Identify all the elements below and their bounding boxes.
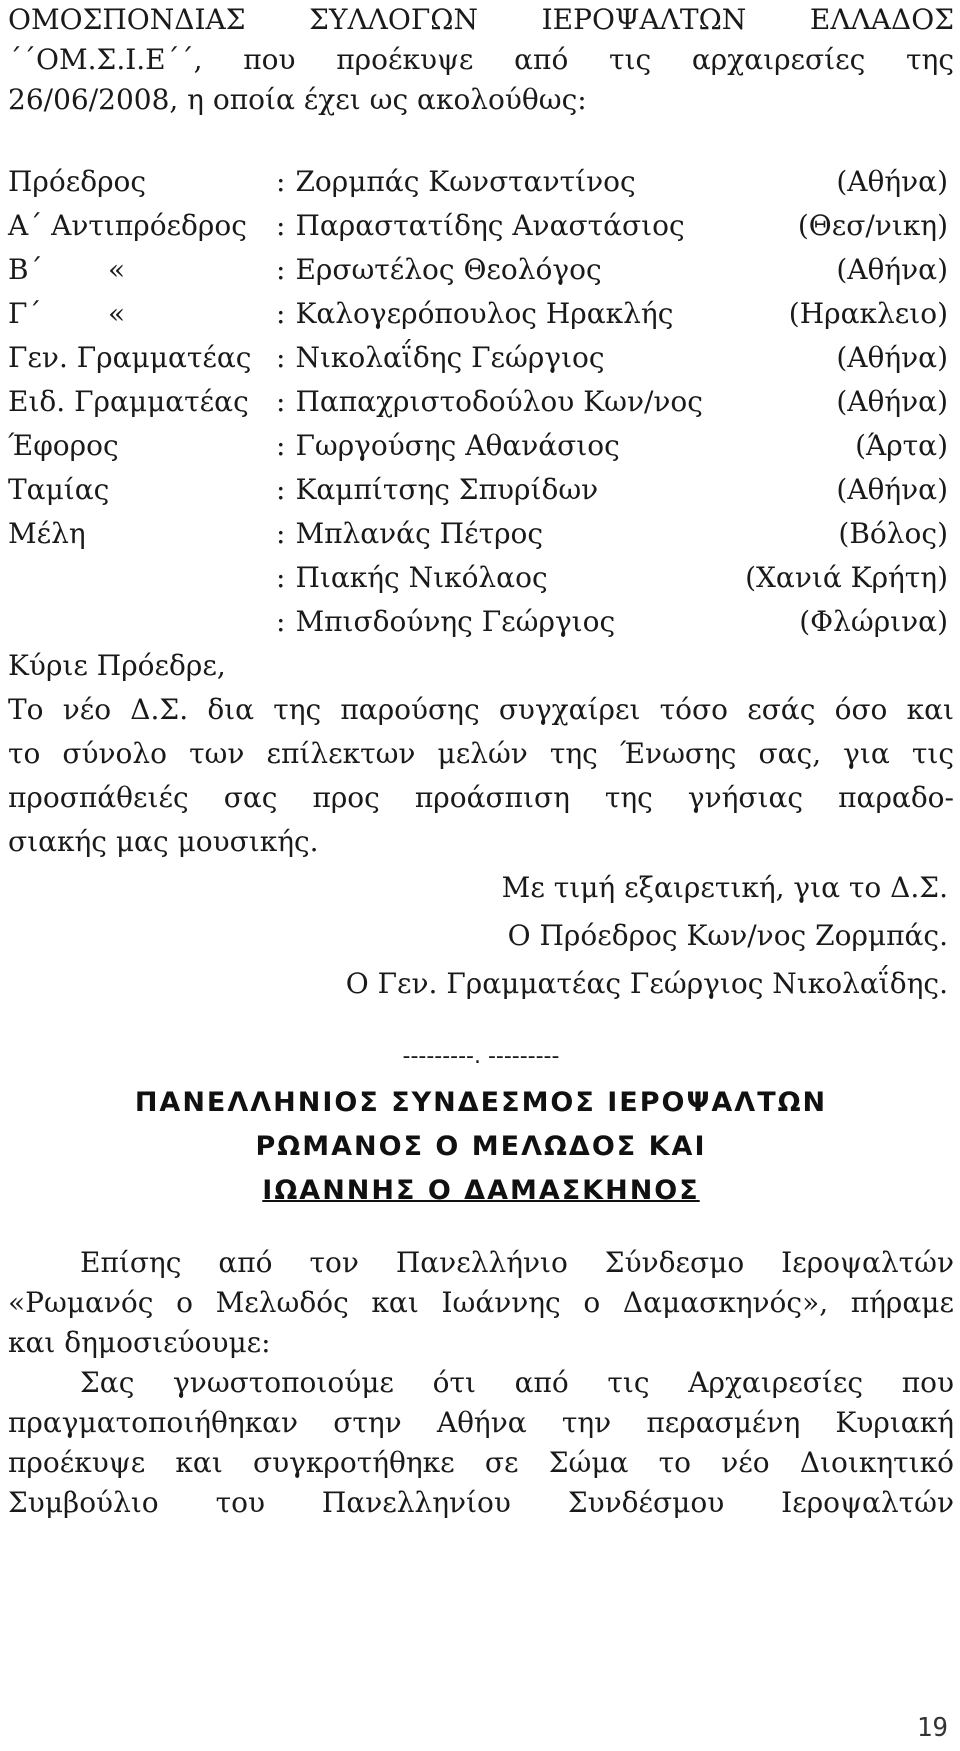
- board-separator: :: [276, 253, 286, 286]
- letter-line-1: Το νέο Δ.Σ. δια της παρούσης συγχαίρει τόσο εσάς όσο και: [8, 693, 954, 726]
- second-p2-line-2: πραγματοποιήθηκαν στην Αθήνα την περασμένη Κυριακή: [8, 1406, 954, 1439]
- board-separator: :: [276, 605, 286, 638]
- board-role-label: Γ΄: [8, 297, 42, 330]
- board-member-city: (Αθήνα): [836, 253, 948, 286]
- salutation: Κύριε Πρόεδρε,: [8, 649, 226, 682]
- heading-line-2: ΡΩΜΑΝΟΣ Ο ΜΕΛΩΔΟΣ ΚΑΙ: [255, 1131, 707, 1162]
- board-member-name: Ερσωτέλος Θεολόγος: [295, 253, 602, 286]
- heading-line-3: ΙΩΑΝΝΗΣ Ο ΔΑΜΑΣΚΗΝΟΣ: [262, 1175, 700, 1206]
- board-row: [8, 556, 954, 600]
- board-member-city: (Βόλος): [838, 517, 948, 550]
- board-row: [8, 292, 954, 336]
- spacer: [8, 1213, 954, 1243]
- second-p2-line-3: προέκυψε και συγκροτήθηκε σε Σώμα το νέο Διοικητικό: [8, 1446, 954, 1479]
- board-member-city: (Χανιά Κρήτη): [745, 561, 948, 594]
- board-member-name: Μπισδούνης Γεώργιος: [295, 605, 616, 638]
- board-member-name: Γωργούσης Αθανάσιος: [295, 429, 620, 462]
- board-separator: :: [276, 209, 286, 242]
- board-member-city: (Αθήνα): [836, 165, 948, 198]
- board-role: Α΄ Αντιπρόεδρος: [8, 209, 247, 242]
- board-role: Ταμίας: [8, 473, 110, 506]
- letter-line-3: προσπάθειές σας προς προάσπιση της γνήσιας παραδο-: [8, 781, 954, 814]
- board-separator: :: [276, 341, 286, 374]
- board-separator: :: [276, 561, 286, 594]
- board-row: [8, 336, 954, 380]
- signature-president: Ο Πρόεδρος Κων/νος Ζορμπάς.: [507, 919, 948, 952]
- board-member-city: (Θεσ/νικη): [797, 209, 948, 242]
- letter-line-2: το σύνολο των επίλεκτων μελών της Ένωσης σας, για τις: [8, 737, 954, 770]
- board-role: Γεν. Γραμματέας: [8, 341, 252, 374]
- second-p1-line-3: και δημοσιεύουμε:: [8, 1326, 271, 1359]
- board-separator: :: [276, 517, 286, 550]
- board-role-label: Β΄: [8, 253, 43, 286]
- board-row: [8, 512, 954, 556]
- board-role: [8, 292, 276, 336]
- board-row: [8, 380, 954, 424]
- second-p1-line-1: Επίσης από τον Πανελλήνιο Σύνδεσμο Ιεροψαλτών: [80, 1246, 954, 1279]
- board-member-name: Καμπίτσης Σπυρίδων: [295, 473, 599, 506]
- intro-line-3: 26/06/2008, η οποία έχει ως ακολούθως:: [8, 83, 587, 116]
- second-p1-line-2: «Ρωμανός ο Μελωδός και Ιωάννης ο Δαμασκηνός», πήραμε: [8, 1286, 954, 1319]
- board-role: Μέλη: [8, 517, 86, 550]
- intro-line-2: ΄΄ΟΜ.Σ.Ι.Ε΄΄, που προέκυψε από τις αρχαιρεσίες της: [8, 43, 954, 76]
- ditto-mark: «: [108, 297, 126, 330]
- board-member-name: Ζορμπάς Κωνσταντίνος: [295, 165, 636, 198]
- board-role: Ειδ. Γραμματέας: [8, 385, 249, 418]
- board-member-city: (Αθήνα): [836, 473, 948, 506]
- board-row: [8, 248, 954, 292]
- board-row: [8, 204, 954, 248]
- board-member-name: Νικολαΐδης Γεώργιος: [295, 341, 605, 374]
- board-member-name: Πιακής Νικόλαος: [295, 561, 548, 594]
- letter-line-4: σιακής μας μουσικής.: [8, 825, 319, 858]
- board-role: [8, 248, 276, 292]
- board-member-city: (Αθήνα): [836, 385, 948, 418]
- ditto-mark: «: [108, 253, 126, 286]
- intro-line-1: ΟΜΟΣΠΟΝΔΙΑΣ ΣΥΛΛΟΓΩΝ ΙΕΡΟΨΑΛΤΩΝ ΕΛΛΑΔΟΣ: [8, 3, 954, 36]
- board-separator: :: [276, 165, 286, 198]
- board-list: [8, 160, 954, 644]
- board-member-city: (Άρτα): [855, 429, 948, 462]
- board-separator: :: [276, 385, 286, 418]
- second-p2-line-4: Συμβούλιο του Πανελληνίου Συνδέσμου Ιεροψαλτών: [8, 1486, 954, 1519]
- board-separator: :: [276, 473, 286, 506]
- board-separator: :: [276, 297, 286, 330]
- second-p2-line-1: Σας γνωστοποιούμε ότι από τις Αρχαιρεσίες που: [80, 1366, 954, 1399]
- board-separator: :: [276, 429, 286, 462]
- board-row: [8, 424, 954, 468]
- page-number: 19: [916, 1713, 948, 1743]
- board-member-city: (Ηρακλειο): [788, 297, 948, 330]
- document-page: [8, 0, 954, 1751]
- board-row: [8, 160, 954, 204]
- board-member-name: Παραστατίδης Αναστάσιος: [295, 209, 685, 242]
- signature-secretary: Ο Γεν. Γραμματέας Γεώργιος Νικολαΐδης.: [345, 967, 948, 1000]
- board-row: [8, 468, 954, 512]
- letter-closing: Με τιμή εξαιρετική, για το Δ.Σ.: [501, 871, 948, 904]
- board-row: [8, 600, 954, 644]
- board-role: Έφορος: [8, 429, 119, 462]
- heading-line-1: ΠΑΝΕΛΛΗΝΙΟΣ ΣΥΝΔΕΣΜΟΣ ΙΕΡΟΨΑΛΤΩΝ: [134, 1087, 828, 1118]
- board-member-name: Καλογερόπουλος Ηρακλής: [295, 297, 674, 330]
- section-separator: ---------. ---------: [402, 1044, 560, 1069]
- board-member-city: (Φλώρινα): [799, 605, 948, 638]
- spacer: [8, 120, 954, 160]
- board-member-city: (Αθήνα): [836, 341, 948, 374]
- board-member-name: Παπαχριστοδούλου Κων/νος: [295, 385, 703, 418]
- board-role: Πρόεδρος: [8, 165, 147, 198]
- board-member-name: Μπλανάς Πέτρος: [295, 517, 544, 550]
